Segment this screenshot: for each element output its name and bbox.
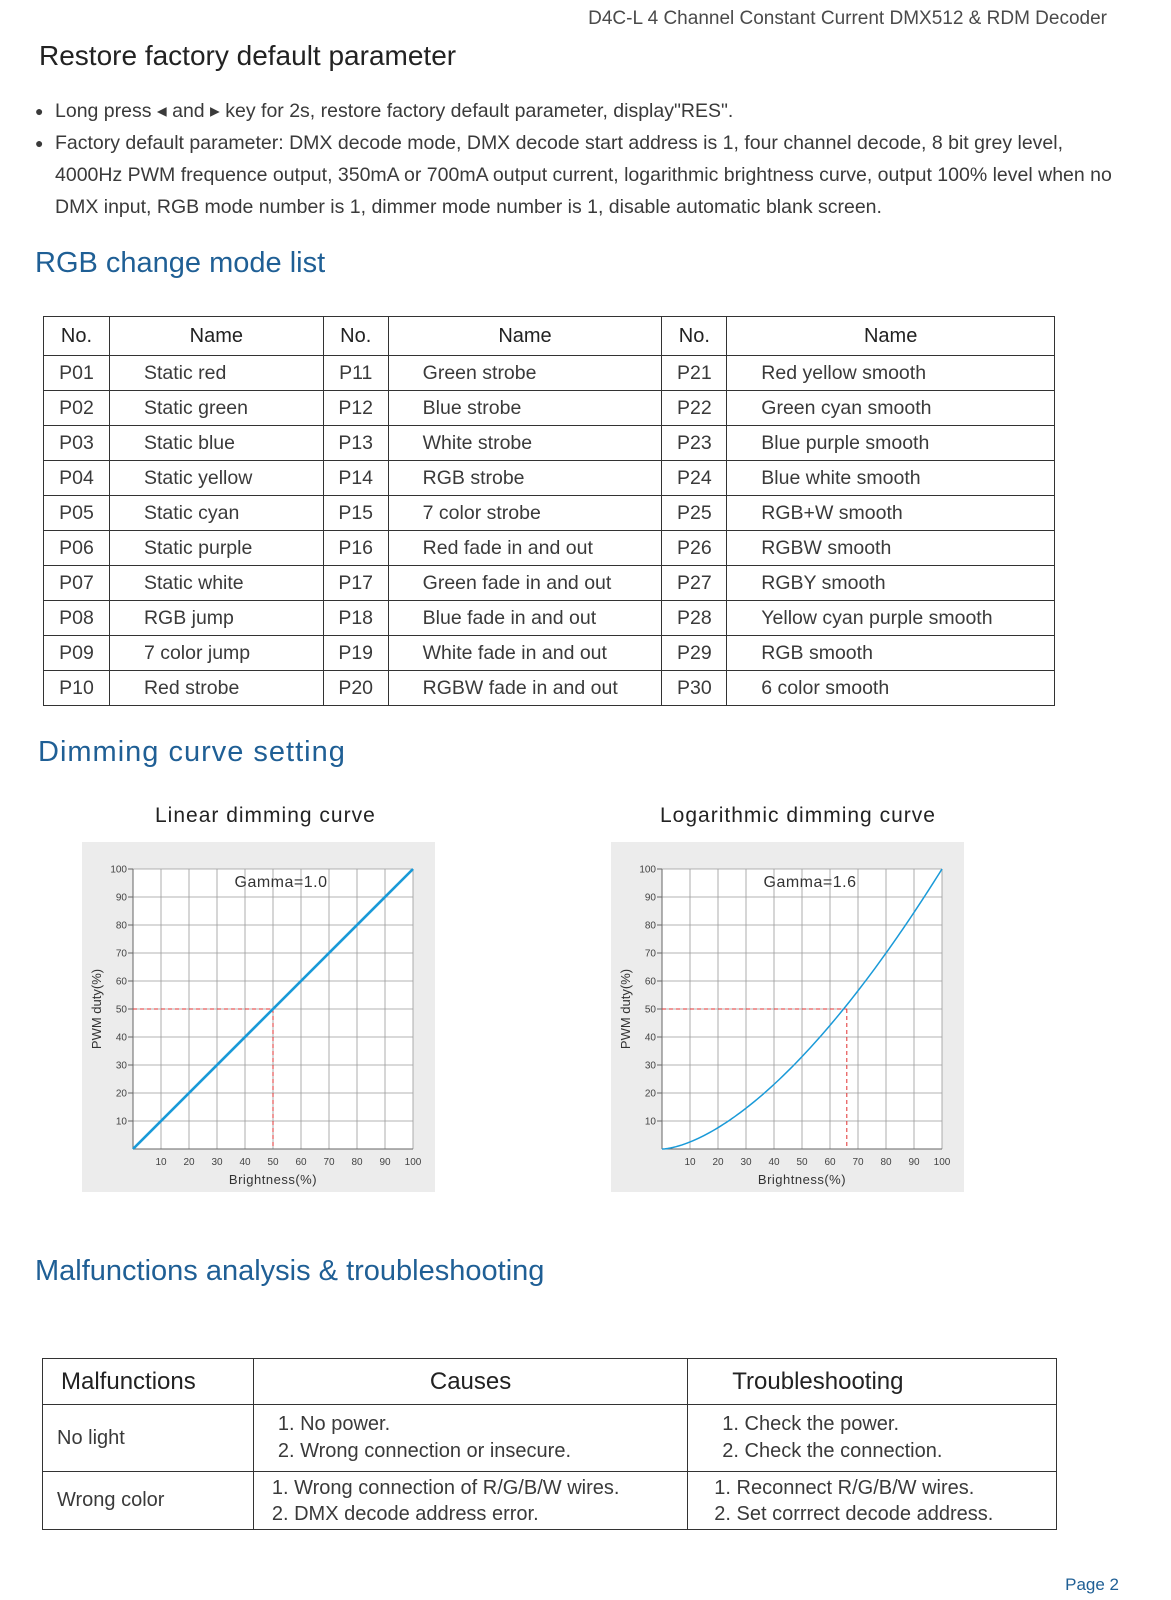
mode-number: P28 [662,601,727,636]
x-tick-label: 20 [183,1157,195,1168]
mode-number: P04 [44,461,110,496]
gamma-annotation: Gamma=1.6 [763,874,857,891]
y-tick-label: 80 [644,920,656,932]
mode-number: P03 [44,426,110,461]
col-name-header: Name [727,317,1055,356]
mode-name: White strobe [388,426,662,461]
mode-name: RGBW smooth [727,531,1055,566]
mode-number: P07 [44,566,110,601]
x-tick-label: 80 [880,1157,892,1168]
mode-number: P13 [323,426,388,461]
fix-line: 1. Check the power. [722,1413,900,1435]
y-tick-label: 80 [115,920,127,932]
col-no-header: No. [323,317,388,356]
mode-number: P23 [662,426,727,461]
y-tick-label: 100 [639,864,656,876]
malfunction-cell: Wrong color [43,1472,254,1530]
mode-number: P11 [323,356,388,391]
table-row [44,671,1055,706]
causes-cell [253,1405,687,1472]
mode-number: P22 [662,391,727,426]
mode-number: P17 [323,566,388,601]
mode-name: Static red [109,356,323,391]
y-tick-label: 70 [644,948,656,960]
mode-name: RGBY smooth [727,566,1055,601]
mode-name: Green fade in and out [388,566,662,601]
mode-number: P01 [44,356,110,391]
y-tick-label: 50 [115,1004,127,1016]
fix-line: 2. Check the connection. [722,1440,943,1462]
x-axis-label: Brightness(%) [757,1172,847,1187]
col-troubleshooting-header: Troubleshooting [688,1359,1057,1405]
mode-name: Static purple [109,531,323,566]
x-tick-label: 50 [796,1157,808,1168]
mode-number: P25 [662,496,727,531]
mode-number: P21 [662,356,727,391]
mode-name: Static green [109,391,323,426]
y-tick-label: 10 [115,1116,127,1128]
mode-name: 7 color strobe [388,496,662,531]
mode-name: RGB strobe [388,461,662,496]
malfunctions-table [42,1358,1057,1530]
mode-name: 7 color jump [109,636,323,671]
mode-name: Static white [109,566,323,601]
bullet-item: ● Long press ◂ and ▸ key for 2s, restore factory default parameter, display"RES". [35,95,1115,127]
mode-number: P06 [44,531,110,566]
cause-line: 1. No power. [277,1413,391,1435]
table-header-row [43,1359,1057,1405]
mode-number: P14 [323,461,388,496]
x-axis-label: Brightness(%) [228,1172,318,1187]
mode-number: P12 [323,391,388,426]
x-tick-label: 100 [933,1157,951,1168]
x-tick-label: 90 [908,1157,920,1168]
col-name-header: Name [388,317,662,356]
mode-name: Red strobe [109,671,323,706]
mode-name: Yellow cyan purple smooth [727,601,1055,636]
x-tick-label: 70 [852,1157,864,1168]
mode-name: 6 color smooth [727,671,1055,706]
mode-name: RGBW fade in and out [388,671,662,706]
bullet-item: ● Factory default parameter: DMX decode mode, DMX decode start address is 1, four channel decode, 8 bit grey level, 4000Hz PWM frequence output, 350mA or 700mA output current, logarithmic brightness curve, output 100% level when no DMX input, RGB mode number is 1, dimmer mode number is 1, disable automatic blank screen. [35,127,1115,223]
gamma-annotation: Gamma=1.0 [234,874,328,891]
fixes-cell [688,1472,1057,1530]
mode-number: P18 [323,601,388,636]
linear-chart [82,842,435,1192]
mode-number: P24 [662,461,727,496]
mode-number: P08 [44,601,110,636]
cause-line: 2. DMX decode address error. [271,1502,539,1525]
linear-chart-svg [82,842,435,1192]
y-tick-label: 40 [115,1032,127,1044]
table-row [44,566,1055,601]
x-tick-label: 90 [379,1157,391,1168]
y-tick-label: 60 [115,976,127,988]
restore-heading: Restore factory default parameter [39,40,457,71]
cause-line: 1. Wrong connection of R/G/B/W wires. [271,1476,620,1499]
mode-name: Blue fade in and out [388,601,662,636]
mode-number: P15 [323,496,388,531]
malfunction-cell: No light [43,1405,254,1472]
x-tick-label: 100 [404,1157,422,1168]
mode-number: P09 [44,636,110,671]
table-row [44,461,1055,496]
y-tick-label: 30 [644,1060,656,1072]
table-row [44,601,1055,636]
table-row [43,1472,1057,1530]
x-tick-label: 30 [211,1157,223,1168]
y-tick-label: 20 [644,1088,656,1100]
table-row [44,426,1055,461]
table-row [44,496,1055,531]
table-row [44,531,1055,566]
mode-name: Red yellow smooth [727,356,1055,391]
col-name-header: Name [109,317,323,356]
y-tick-label: 10 [644,1116,656,1128]
x-tick-label: 20 [712,1157,724,1168]
fix-line: 2. Set corrrect decode address. [714,1502,994,1525]
x-tick-label: 10 [684,1157,696,1168]
y-axis-label: PWM duty(%) [89,968,104,1050]
col-no-header: No. [662,317,727,356]
mode-name: Red fade in and out [388,531,662,566]
x-tick-label: 60 [295,1157,307,1168]
y-tick-label: 30 [115,1060,127,1072]
linear-chart-title: Linear dimming curve [155,804,376,827]
dimming-heading: Dimming curve setting [38,736,346,768]
mode-name: Blue white smooth [727,461,1055,496]
mode-number: P16 [323,531,388,566]
table-row [44,356,1055,391]
cause-line: 2. Wrong connection or insecure. [277,1440,571,1462]
mode-number: P30 [662,671,727,706]
y-tick-label: 40 [644,1032,656,1044]
y-tick-label: 50 [644,1004,656,1016]
document-title: D4C-L 4 Channel Constant Current DMX512 & RDM Decoder [588,8,1107,29]
table-row [44,391,1055,426]
col-causes-header: Causes [253,1359,687,1405]
x-tick-label: 30 [740,1157,752,1168]
x-tick-label: 40 [239,1157,251,1168]
mode-number: P20 [323,671,388,706]
y-tick-label: 90 [644,892,656,904]
mode-name: Blue strobe [388,391,662,426]
mode-name: White fade in and out [388,636,662,671]
x-tick-label: 50 [267,1157,279,1168]
x-tick-label: 40 [768,1157,780,1168]
mode-number: P02 [44,391,110,426]
mode-number: P10 [44,671,110,706]
table-header-row [44,317,1055,356]
mode-number: P19 [323,636,388,671]
log-chart-title: Logarithmic dimming curve [660,804,936,827]
mode-number: P26 [662,531,727,566]
y-tick-label: 70 [115,948,127,960]
x-tick-label: 60 [824,1157,836,1168]
y-tick-label: 20 [115,1088,127,1100]
causes-cell [253,1472,687,1530]
table-row [43,1405,1057,1472]
x-tick-label: 10 [155,1157,167,1168]
mode-name: Green cyan smooth [727,391,1055,426]
mode-name: Green strobe [388,356,662,391]
mode-name: RGB smooth [727,636,1055,671]
mode-name: Static blue [109,426,323,461]
mode-name: Static yellow [109,461,323,496]
log-chart [611,842,964,1192]
page-number: Page 2 [1065,1575,1119,1594]
table-row [44,636,1055,671]
mode-name: Static cyan [109,496,323,531]
malfunctions-heading: Malfunctions analysis & troubleshooting [35,1255,545,1287]
y-tick-label: 100 [110,864,127,876]
mode-number: P27 [662,566,727,601]
mode-name: RGB jump [109,601,323,636]
y-tick-label: 90 [115,892,127,904]
mode-name: Blue purple smooth [727,426,1055,461]
fixes-cell [688,1405,1057,1472]
rgb-modes-heading: RGB change mode list [35,247,326,279]
restore-bullets [35,95,1115,223]
mode-number: P29 [662,636,727,671]
col-no-header: No. [44,317,110,356]
mode-name: RGB+W smooth [727,496,1055,531]
x-tick-label: 80 [351,1157,363,1168]
log-chart-svg [611,842,964,1192]
rgb-mode-table [43,316,1055,706]
col-malfunctions-header: Malfunctions [43,1359,254,1405]
mode-number: P05 [44,496,110,531]
y-axis-label: PWM duty(%) [618,968,633,1050]
y-tick-label: 60 [644,976,656,988]
x-tick-label: 70 [323,1157,335,1168]
fix-line: 1. Reconnect R/G/B/W wires. [714,1476,975,1499]
